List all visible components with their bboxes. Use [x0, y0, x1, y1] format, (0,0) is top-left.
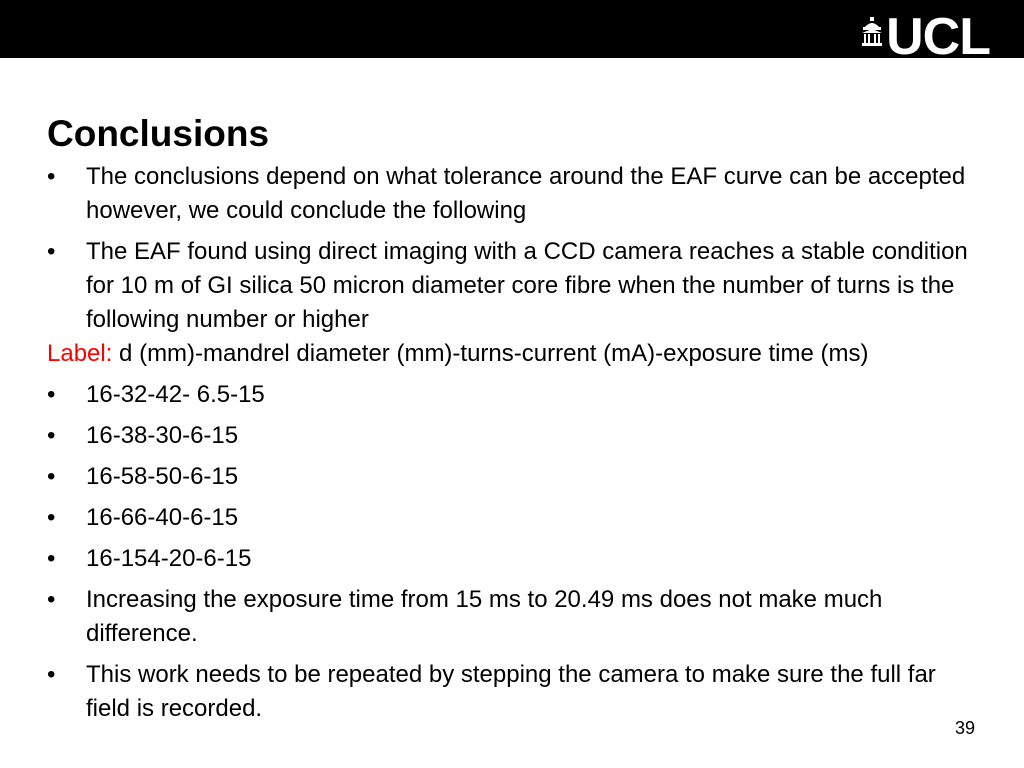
- bullet-text: The EAF found using direct imaging with a CCD camera reaches a stable condition for 10 m of GI silica 50 micron diameter core fibre when the number of turns is the following number or higher: [86, 238, 968, 333]
- page-number: 39: [955, 718, 976, 738]
- label-key: Label:: [47, 340, 113, 367]
- bullet-item: [47, 378, 977, 412]
- bullet-glyph: •: [47, 422, 56, 449]
- bullet-text: 16-58-50-6-15: [86, 463, 239, 490]
- bullet-item: [47, 419, 977, 453]
- bullet-text: 16-154-20-6-15: [86, 545, 252, 572]
- portico-icon: [860, 17, 884, 47]
- bullet-glyph: •: [47, 504, 56, 531]
- slide-title: Conclusions: [47, 113, 270, 154]
- bullet-text: This work needs to be repeated by stepping the camera to make sure the full far field is recorded.: [86, 661, 936, 722]
- bullet-glyph: •: [47, 586, 56, 613]
- bullet-glyph: •: [47, 381, 56, 408]
- ucl-logo: [860, 8, 990, 66]
- bullet-glyph: •: [47, 463, 56, 490]
- bullet-item: [47, 542, 977, 576]
- bullet-text: 16-66-40-6-15: [86, 504, 239, 531]
- logo-text: UCL: [886, 8, 990, 66]
- bullet-text: The conclusions depend on what tolerance around the EAF curve can be accepted however, we could conclude the following: [86, 163, 966, 224]
- intro-bullet-list: [47, 160, 977, 337]
- header-bar: [0, 0, 1024, 66]
- bullet-glyph: •: [47, 545, 56, 572]
- label-text: d (mm)-mandrel diameter (mm)-turns-current (mA)-exposure time (ms): [112, 340, 869, 367]
- bullet-text: 16-38-30-6-15: [86, 422, 239, 449]
- bullet-item: [47, 160, 977, 228]
- bullet-text: 16-32-42- 6.5-15: [86, 381, 265, 408]
- bullet-item: [47, 235, 977, 337]
- bullet-glyph: •: [47, 661, 56, 688]
- slide-content: [47, 110, 977, 733]
- bullet-item: [47, 583, 977, 651]
- data-bullet-list: [47, 378, 977, 726]
- label-line: [47, 337, 977, 371]
- bullet-item: [47, 460, 977, 494]
- bullet-glyph: •: [47, 238, 56, 265]
- bullet-glyph: •: [47, 163, 56, 190]
- bullet-item: [47, 658, 977, 726]
- bullet-item: [47, 501, 977, 535]
- bullet-text: Increasing the exposure time from 15 ms to 20.49 ms does not make much difference.: [86, 586, 883, 647]
